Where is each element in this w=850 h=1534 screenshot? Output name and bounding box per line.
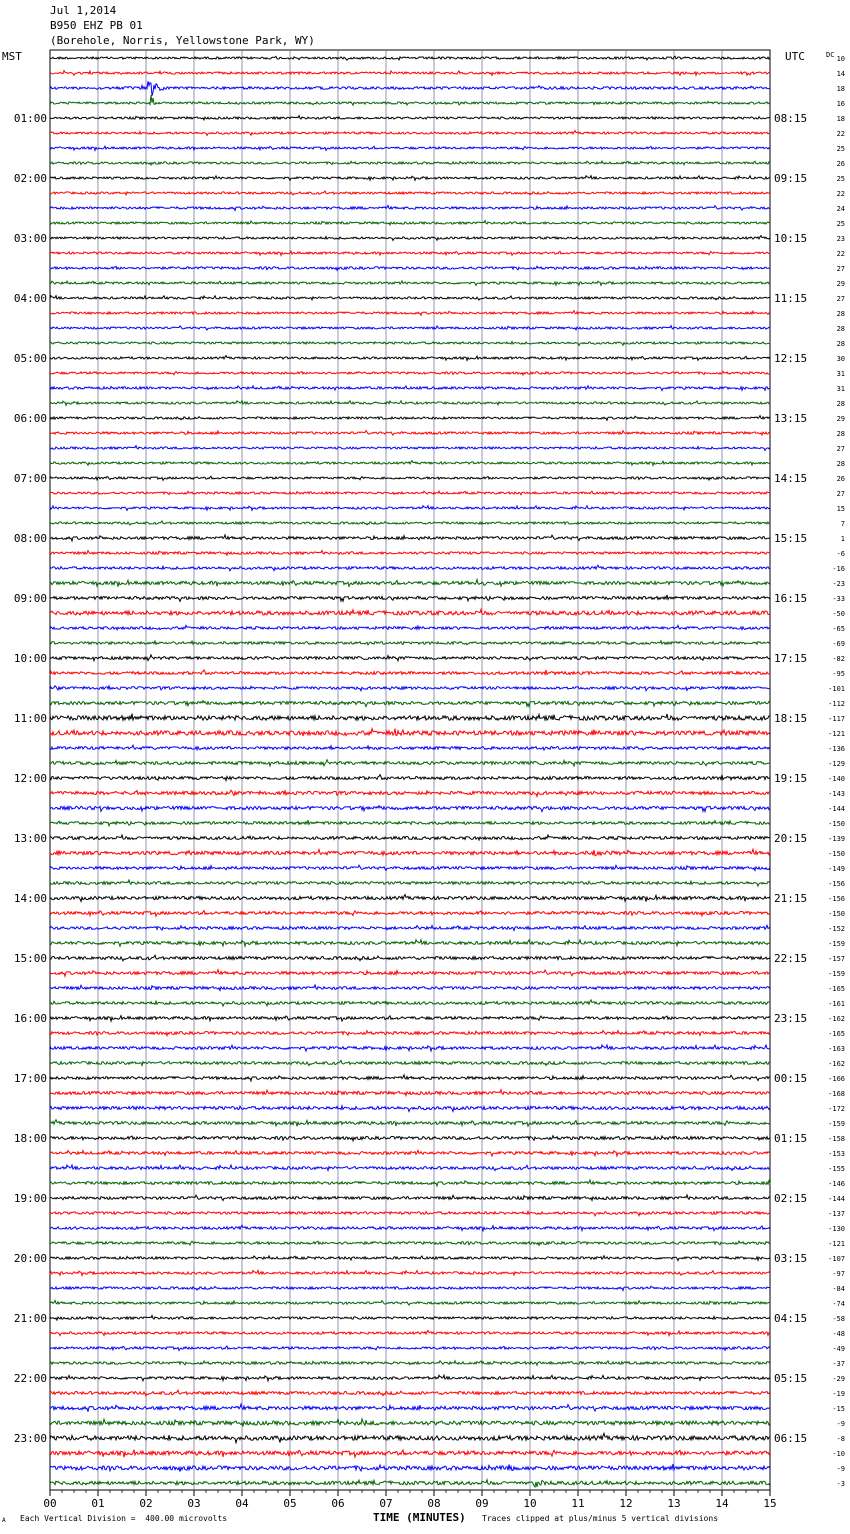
left-timezone-label: MST [2, 50, 22, 63]
trace-line [50, 205, 770, 210]
hour-label-left: 05:00 [13, 352, 47, 365]
trace-line [50, 985, 770, 991]
hour-label-right: 13:15 [774, 412, 808, 425]
hour-label-right: 09:15 [774, 172, 808, 185]
dc-offset-label: 15 [836, 505, 845, 513]
hour-label-right: 06:15 [774, 1432, 808, 1445]
dc-offset-label: -165 [828, 985, 845, 993]
trace-line [50, 849, 770, 856]
x-tick-label: 08 [427, 1497, 441, 1510]
trace-line [50, 116, 770, 120]
trace-line [50, 970, 770, 977]
hour-label-right: 12:15 [774, 352, 808, 365]
dc-offset-label: -158 [828, 1135, 845, 1143]
dc-offset-label: -9 [836, 1420, 845, 1428]
dc-offset-label: -49 [832, 1345, 845, 1353]
x-tick-label: 14 [715, 1497, 729, 1510]
dc-offset-label: 26 [836, 160, 845, 168]
trace-line [50, 476, 770, 480]
dc-offset-label: 22 [836, 250, 845, 258]
dc-offset-label: 28 [836, 430, 845, 438]
trace-line [50, 550, 770, 555]
trace-line [50, 491, 770, 495]
dc-offset-label: -161 [828, 1000, 845, 1008]
dc-offset-label: -150 [828, 910, 845, 918]
hour-label-left: 01:00 [13, 112, 47, 125]
dc-offset-label: -33 [832, 595, 845, 603]
hour-label-right: 23:15 [774, 1012, 808, 1025]
trace-line [50, 911, 770, 917]
trace-line [50, 790, 770, 796]
dc-offset-label: -65 [832, 625, 845, 633]
hour-label-right: 14:15 [774, 472, 808, 485]
trace-line [50, 221, 770, 225]
x-axis-label: TIME (MINUTES) [373, 1511, 466, 1524]
dc-offset-label: -172 [828, 1105, 845, 1113]
dc-offset-label: -6 [836, 550, 845, 558]
dc-offset-label: -29 [832, 1375, 845, 1383]
hour-label-left: 12:00 [13, 772, 47, 785]
dc-offset-label: 1 [840, 535, 845, 543]
trace-line [50, 940, 770, 947]
dc-offset-label: -19 [832, 1390, 845, 1398]
dc-offset-label: 26 [836, 475, 845, 483]
trace-line [50, 1375, 770, 1381]
hour-label-left: 10:00 [13, 652, 47, 665]
hour-label-left: 06:00 [13, 412, 47, 425]
dc-offset-label: -150 [828, 820, 845, 828]
dc-offset-label: -153 [828, 1150, 845, 1158]
dc-offset-label: -129 [828, 760, 845, 768]
trace-line [50, 1136, 770, 1141]
trace-line [50, 895, 770, 902]
dc-offset-label: -146 [828, 1180, 845, 1188]
hour-label-right: 00:15 [774, 1072, 808, 1085]
trace-line [50, 820, 770, 826]
dc-offset-label: 25 [836, 220, 845, 228]
trace-line [50, 1211, 770, 1216]
dc-offset-label: -168 [828, 1090, 845, 1098]
trace-line [50, 655, 770, 661]
trace-line [50, 296, 770, 300]
dc-offset-label: -166 [828, 1075, 845, 1083]
hour-label-left: 02:00 [13, 172, 47, 185]
clip-note: Traces clipped at plus/minus 5 vertical divisions [482, 1514, 719, 1523]
x-tick-label: 07 [379, 1497, 393, 1510]
dc-offset-label: 28 [836, 325, 845, 333]
trace-line [50, 670, 770, 675]
trace-line [50, 71, 770, 76]
hour-label-right: 05:15 [774, 1372, 808, 1385]
trace-line [50, 865, 770, 870]
x-tick-label: 03 [187, 1497, 201, 1510]
trace-line [50, 835, 770, 840]
dc-offset-label: -130 [828, 1225, 845, 1233]
trace-line [50, 1464, 770, 1472]
chart-date: Jul 1,2014 [50, 4, 117, 17]
trace-line [50, 386, 770, 391]
trace-line [50, 416, 770, 421]
x-tick-label: 02 [139, 1497, 153, 1510]
dc-offset-label: -156 [828, 895, 845, 903]
hour-label-left: 23:00 [13, 1432, 47, 1445]
hour-label-left: 11:00 [13, 712, 47, 725]
trace-line [50, 1120, 770, 1127]
hour-label-right: 19:15 [774, 772, 808, 785]
dc-offset-label: -155 [828, 1165, 845, 1173]
chart-location: (Borehole, Norris, Yellowstone Park, WY) [50, 34, 315, 47]
trace-line [50, 146, 770, 150]
hour-label-right: 18:15 [774, 712, 808, 725]
trace-line [50, 729, 770, 736]
dc-offset-label: -121 [828, 730, 845, 738]
x-tick-label: 04 [235, 1497, 249, 1510]
hour-label-left: 18:00 [13, 1132, 47, 1145]
trace-line [50, 595, 770, 601]
hour-label-right: 02:15 [774, 1192, 808, 1205]
trace-line [50, 161, 770, 165]
dc-offset-label: -150 [828, 850, 845, 858]
trace-line [50, 1390, 770, 1396]
dc-offset-label: 28 [836, 310, 845, 318]
trace-line [50, 1419, 770, 1427]
dc-offset-label: -162 [828, 1015, 845, 1023]
trace-line [50, 446, 770, 451]
hour-label-left: 19:00 [13, 1192, 47, 1205]
trace-line [50, 1330, 770, 1335]
dc-offset-label: 27 [836, 445, 845, 453]
dc-offset-label: 22 [836, 130, 845, 138]
dc-offset-label: -143 [828, 790, 845, 798]
corner-mark: A [2, 1517, 6, 1524]
trace-line [50, 1450, 770, 1458]
trace-line [50, 1361, 770, 1366]
hour-label-right: 22:15 [774, 952, 808, 965]
dc-offset-label: 22 [836, 190, 845, 198]
trace-line [50, 281, 770, 286]
hour-label-left: 08:00 [13, 532, 47, 545]
dc-offset-label: 28 [836, 460, 845, 468]
trace-line [50, 236, 770, 241]
trace-line [50, 1195, 770, 1201]
dc-offset-label: -58 [832, 1315, 845, 1323]
trace-line [50, 356, 770, 361]
hour-label-right: 17:15 [774, 652, 808, 665]
dc-offset-label: -159 [828, 940, 845, 948]
trace-line [50, 925, 770, 930]
trace-line [50, 1150, 770, 1156]
dc-offset-label: -16 [832, 565, 845, 573]
trace-line [50, 955, 770, 961]
trace-line [50, 806, 770, 812]
dc-offset-label: -107 [828, 1255, 845, 1263]
dc-offset-label: 16 [836, 100, 845, 108]
dc-offset-label: -137 [828, 1210, 845, 1218]
dc-offset-label: -136 [828, 745, 845, 753]
dc-offset-label: 27 [836, 490, 845, 498]
hour-label-right: 16:15 [774, 592, 808, 605]
trace-line [50, 701, 770, 707]
hour-label-right: 21:15 [774, 892, 808, 905]
trace-line [50, 1480, 770, 1487]
dc-offset-label: 18 [836, 115, 845, 123]
hour-label-left: 13:00 [13, 832, 47, 845]
trace-line [50, 775, 770, 781]
hour-label-left: 16:00 [13, 1012, 47, 1025]
hour-label-right: 20:15 [774, 832, 808, 845]
x-tick-label: 13 [667, 1497, 681, 1510]
trace-line [50, 342, 770, 346]
trace-line [50, 641, 770, 645]
trace-line [50, 266, 770, 270]
hour-label-left: 03:00 [13, 232, 47, 245]
dc-offset-label: 18 [836, 85, 845, 93]
hour-label-left: 07:00 [13, 472, 47, 485]
dc-offset-label: -121 [828, 1240, 845, 1248]
trace-line [50, 745, 770, 750]
chart-station: B950 EHZ PB 01 [50, 19, 143, 32]
dc-offset-label: -97 [832, 1270, 845, 1278]
dc-offset-label: 25 [836, 145, 845, 153]
trace-line [50, 521, 770, 525]
hour-label-right: 08:15 [774, 112, 808, 125]
hour-label-left: 14:00 [13, 892, 47, 905]
hour-label-right: 01:15 [774, 1132, 808, 1145]
dc-offset-label: -159 [828, 970, 845, 978]
dc-offset-label: 28 [836, 340, 845, 348]
dc-offset-label: 23 [836, 235, 845, 243]
dc-offset-label: 24 [836, 205, 845, 213]
dc-offset-label: -48 [832, 1330, 845, 1338]
dc-offset-label: -10 [832, 1450, 845, 1458]
dc-offset-label: -117 [828, 715, 845, 723]
trace-line [50, 251, 770, 255]
trace-line [50, 371, 770, 375]
trace-line [50, 81, 770, 96]
hour-label-right: 10:15 [774, 232, 808, 245]
dc-offset-label: -84 [832, 1285, 845, 1293]
dc-offset-label: 25 [836, 175, 845, 183]
dc-offset-label: -165 [828, 1030, 845, 1038]
trace-line [50, 191, 770, 195]
dc-offset-label: -139 [828, 835, 845, 843]
dc-offset-label: 27 [836, 265, 845, 273]
trace-line [50, 1180, 770, 1186]
trace-line [50, 535, 770, 541]
trace-line [50, 401, 770, 406]
hour-label-left: 21:00 [13, 1312, 47, 1325]
dc-offset-label: -157 [828, 955, 845, 963]
dc-offset-label: 27 [836, 295, 845, 303]
trace-line [50, 1075, 770, 1081]
dc-offset-label: 7 [840, 520, 845, 528]
trace-line [50, 760, 770, 766]
hour-label-left: 20:00 [13, 1252, 47, 1265]
trace-line [50, 1433, 770, 1442]
x-tick-label: 05 [283, 1497, 297, 1510]
dc-offset-label: -74 [832, 1300, 845, 1308]
trace-line [50, 1241, 770, 1245]
x-tick-label: 12 [619, 1497, 633, 1510]
dc-offset-label: -37 [832, 1360, 845, 1368]
trace-line [50, 326, 770, 330]
trace-line [50, 580, 770, 587]
trace-line [50, 1270, 770, 1275]
dc-offset-label: -162 [828, 1060, 845, 1068]
dc-offset-label: -8 [836, 1435, 845, 1443]
trace-line [50, 714, 770, 721]
dc-offset-label: -156 [828, 880, 845, 888]
dc-offset-label: -69 [832, 640, 845, 648]
dc-offset-label: 30 [836, 355, 845, 363]
dc-offset-label: -149 [828, 865, 845, 873]
scale-note: Each Vertical Division = 400.00 microvolts [20, 1514, 228, 1523]
hour-label-right: 15:15 [774, 532, 808, 545]
dc-offset-label: -3 [836, 1480, 845, 1488]
hour-label-left: 17:00 [13, 1072, 47, 1085]
dc-offset-label: -9 [836, 1465, 845, 1473]
x-tick-label: 15 [763, 1497, 777, 1510]
trace-line [50, 431, 770, 436]
dc-offset-label: 14 [836, 70, 845, 78]
trace-line [50, 1404, 770, 1412]
dc-offset-label: 28 [836, 400, 845, 408]
x-tick-label: 01 [91, 1497, 105, 1510]
trace-line [50, 1106, 770, 1112]
hour-label-left: 15:00 [13, 952, 47, 965]
dc-offset-label: 31 [836, 370, 845, 378]
dc-offset-label: -152 [828, 925, 845, 933]
trace-line [50, 131, 770, 136]
hour-label-left: 09:00 [13, 592, 47, 605]
trace-line [50, 95, 770, 105]
trace-line [50, 1286, 770, 1290]
trace-line [50, 1315, 770, 1320]
x-tick-label: 00 [43, 1497, 57, 1510]
dc-offset-label: -144 [828, 805, 845, 813]
trace-line [50, 686, 770, 691]
dc-offset-label: -101 [828, 685, 845, 693]
trace-line [50, 506, 770, 511]
trace-line [50, 1016, 770, 1022]
dc-offset-label: -144 [828, 1195, 845, 1203]
x-tick-label: 06 [331, 1497, 345, 1510]
x-tick-label: 09 [475, 1497, 489, 1510]
trace-line [50, 1300, 770, 1305]
dc-offset-label: 10 [836, 55, 845, 63]
hour-label-left: 22:00 [13, 1372, 47, 1385]
trace-line [50, 1346, 770, 1350]
hour-label-right: 03:15 [774, 1252, 808, 1265]
trace-line [50, 1090, 770, 1096]
trace-line [50, 56, 770, 60]
hour-label-left: 04:00 [13, 292, 47, 305]
trace-line [50, 625, 770, 629]
hour-label-right: 11:15 [774, 292, 808, 305]
dc-offset-label: -50 [832, 610, 845, 618]
dc-offset-label: 29 [836, 415, 845, 423]
x-tick-label: 10 [523, 1497, 537, 1510]
trace-line [50, 176, 770, 181]
trace-line [50, 1225, 770, 1231]
trace-line [50, 565, 770, 571]
right-timezone-label: UTC [785, 50, 805, 63]
trace-line [50, 880, 770, 886]
dc-offset-label: -95 [832, 670, 845, 678]
dc-offset-label: 31 [836, 385, 845, 393]
dc-offset-label: -140 [828, 775, 845, 783]
trace-line [50, 1256, 770, 1261]
dc-offset-label: 29 [836, 280, 845, 288]
trace-line [50, 311, 770, 316]
trace-line [50, 1045, 770, 1051]
dc-offset-label: -112 [828, 700, 845, 708]
hour-label-right: 04:15 [774, 1312, 808, 1325]
trace-line [50, 1165, 770, 1171]
trace-line [50, 461, 770, 466]
dc-offset-label: -23 [832, 580, 845, 588]
dc-offset-label: -159 [828, 1120, 845, 1128]
dc-label: DC [826, 51, 835, 59]
trace-line [50, 609, 770, 615]
dc-offset-label: -82 [832, 655, 845, 663]
trace-line [50, 1000, 770, 1006]
x-tick-label: 11 [571, 1497, 585, 1510]
dc-offset-label: -15 [832, 1405, 845, 1413]
trace-line [50, 1060, 770, 1065]
trace-line [50, 1031, 770, 1036]
dc-offset-label: -163 [828, 1045, 845, 1053]
